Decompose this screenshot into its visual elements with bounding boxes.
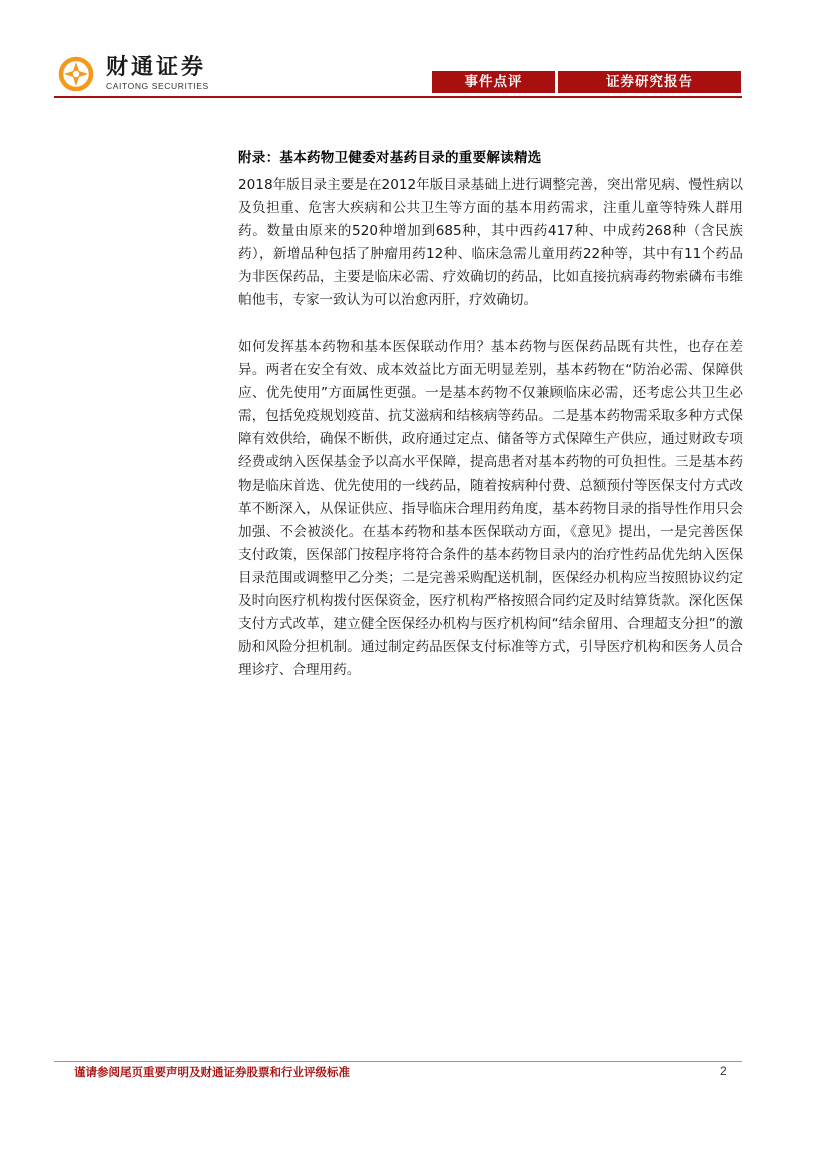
footer-disclaimer: 谨请参阅尾页重要声明及财通证券股票和行业评级标准 xyxy=(74,1065,350,1079)
page-number: 2 xyxy=(720,1064,727,1078)
footer-divider xyxy=(54,1061,742,1062)
brand-name-cn: 财通证券 xyxy=(106,55,207,80)
section-title: 附录：基本药物卫健委对基药目录的重要解读精选 xyxy=(238,150,542,166)
caitong-logo-icon xyxy=(54,56,98,92)
brand-name-en: CAITONG SECURITIES xyxy=(106,81,209,91)
body-paragraph: 2018年版目录主要是在2012年版目录基础上进行调整完善，突出常见病、慢性病以及负担重、危害大疾病和公共卫生等方面的基本用药需求，注重儿童等特殊人群用药。数量由原来的520种增加到685种，其中西药417种、中成药268种（含民族药），新增品种包括了肿瘤用药12种、临床急需儿童用药22种等，其中有11个药品为非医保药品，主要是临床必需、疗效确切的药品，比如直接抗病毒药物索磷布韦维帕他韦，专家一致认为可以治愈丙肝，疗效确切。 xyxy=(238,177,743,309)
header-divider xyxy=(54,96,742,98)
research-report-tag: 证券研究报告 xyxy=(558,71,741,93)
brand-logo-text xyxy=(106,56,209,91)
body-paragraph: 如何发挥基本药物和基本医保联动作用？基本药物与医保药品既有共性，也存在差异。两者在安全有效、成本效益比方面无明显差别，基本药物在“防治必需、保障供应、优先使用”方面属性更强。一是基本药物不仅兼顾临床必需，还考虑公共卫生必需，包括免疫规划疫苗、抗艾滋病和结核病等药品。二是基本药物需采取多种方式保障有效供给，确保不断供，政府通过定点、储备等方式保障生产供应，通过财政专项经费或纳入医保基金予以高水平保障，提高患者对基本药物的可负担性。三是基本药物是临床首选、优先使用的一线药品，随着按病种付费、总额预付等医保支付方式改革不断深入，从保证供应、指导临床合理用药角度，基本药物目录的指导性作用只会加强、不会被淡化。在基本药物和基本医保联动方面，《意见》提出，一是完善医保支付政策，医保部门按程序将符合条件的基本药物目录内的治疗性药品优先纳入医保目录范围或调整甲乙分类；二是完善采购配送机制，医保经办机构应当按照协议约定及时向医疗机构拨付医保资金，医疗机构严格按照合同约定及时结算货款。深化医保支付方式改革，建立健全医保经办机构与医疗机构间“结余留用、合理超支分担”的激励和风险分担机制。通过制定药品医保支付标准等方式，引导医疗机构和医务人员合理诊疗、合理用药。 xyxy=(238,339,743,679)
event-review-tag: 事件点评 xyxy=(432,71,555,93)
